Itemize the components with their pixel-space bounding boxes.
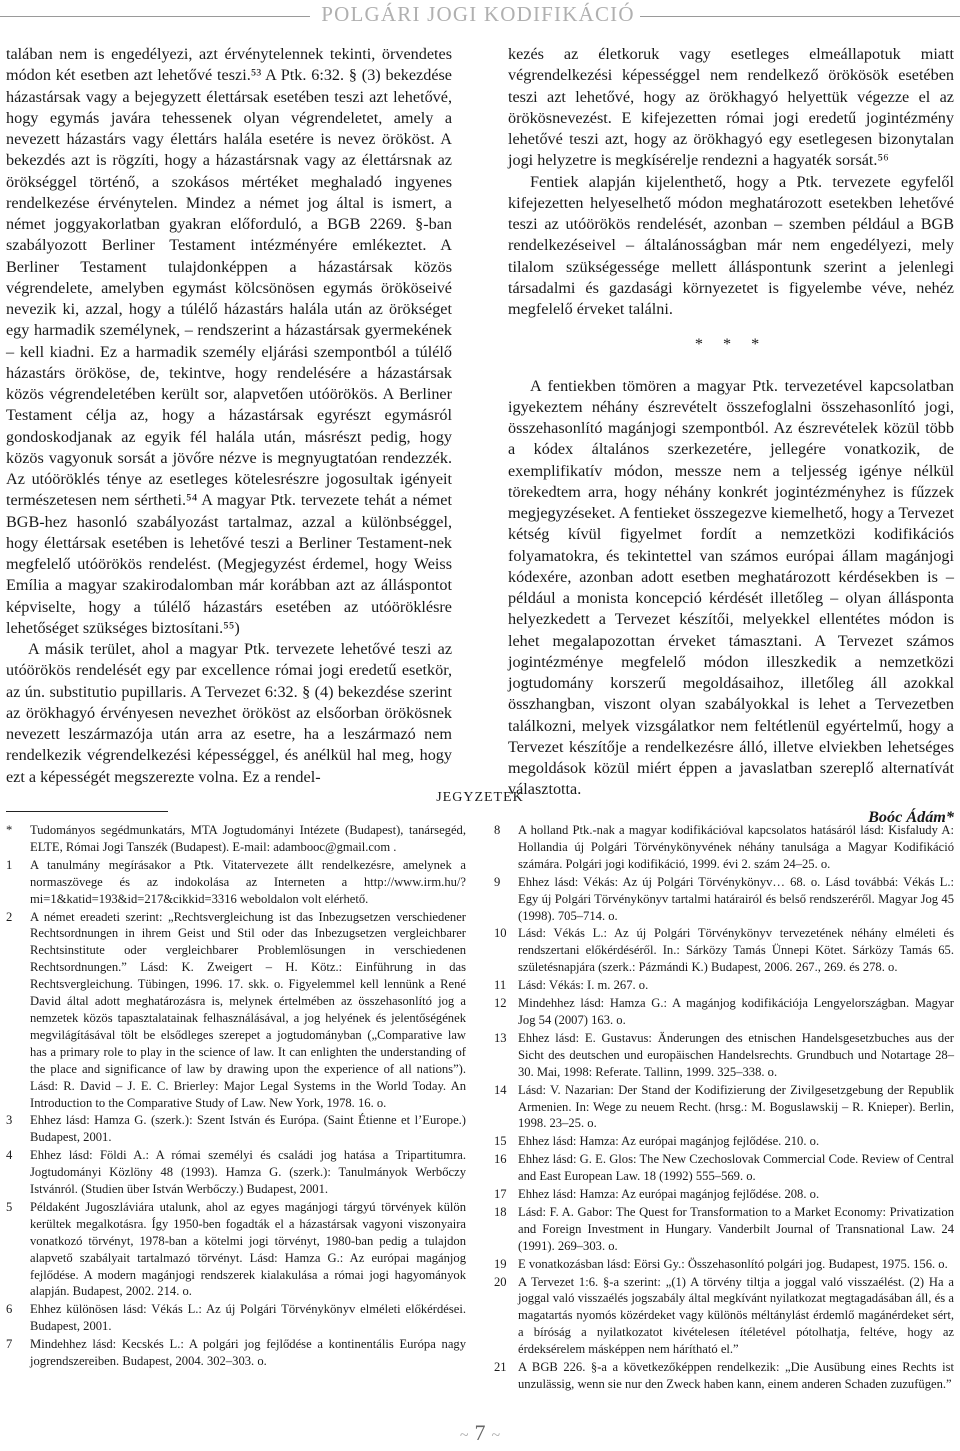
footnote [494,977,954,994]
footnote-number: 4 [6,1148,13,1163]
footnote [6,857,466,908]
footnote-number: 9 [494,874,501,889]
footnote [6,1199,466,1300]
footnote-number: 2 [6,909,13,924]
footnote [494,1359,954,1393]
footnote-text: A német ereadeti szerint: „Rechtsvergleichung ist das Inbezugsetzen verschiedener Rechtsordnungen in ihrem Geist und Stil oder das Inbezugsetzen vergleichbarer Rechtsinstitute oder vergleichbarer Problemlösungen in verschiedenen Rechtsordnungen.” Lásd: K. Zweigert – H. Kötz.: Einführung in das Rechtsvergleichung. Tübingen, 1996. 17. skk. o. Figyelemmel kell lennünk a René David által adott meghatározásra is, melynek értelmében az összehasonlító jog a nemzetek közös tapasztalatainak felhasználásával, a jog helyének és jelentőségének megvilágításával tölt be elsődleges szerepet a jogtudományban („Comparative law has a primary role to play in the science of law. It can enlighten the understanding of the place and significance of law by drawing upon the experience of all nations”). Lásd: R. David – J. E. C. Brierley: Major Legal Systems in the World Today. An Introduction to the Comparative Study of Law. New York, 1978. 16. o. [30,909,466,1110]
header-rule-right [640,16,960,17]
paragraph: A másik terület, ahol a magyar Ptk. tervezete lehetővé teszi az utóörökös rendelését egy par excellence római jogi eredetű esetkör, az ún. substitutio pupillaris. A Tervezet 6:32. § (4) bekezdése szerint az örökhagyó érvényesen nevezhet örököst az elsőorban örökösnek nevezett leszármazója után arra az esetre, ha a leszármazó nem rendelkezik végrendelkezési képességgel, és anélkül hal meg, hogy ezt a képességét megszerezte volna. Ez a rendel- [6,640,452,786]
footnote [6,1301,466,1335]
footnote [494,1204,954,1255]
footnote [494,822,954,873]
footnote-number: 5 [6,1199,13,1214]
footnote-text: Ehhez lásd: Hamza: Az európai magánjog fejlődése. 210. o. [518,1134,820,1149]
footnote-text: Lásd: F. A. Gabor: The Quest for Transformation to a Market Economy: Privatization and Foreign Investment in Hungary. Vanderbilt Journal of Transnational Law. 24 (1991). 269–303. o. [518,1204,954,1253]
body-column-left [6,44,452,788]
footnote-text: Mindehhez lásd: Kecskés L.: A polgári jog fejlődése a kontinentális Európa nagy jogrendszereiben. Budapest, 2004. 302–303. o. [30,1337,466,1369]
footnote-number: 1 [6,857,13,872]
footnote-text: Lásd: Vékás L.: Az új Polgári Törvénykönyv tervezetének néhány elméleti és rendszertani előkérdéséről. In.: Sárközy Tamás Ünnepi Kötet. Sárközy Tamás 65. születésnapjára (szerk.: Pázmándi K.) Budapest, 2006. 267., 269. és 278. o. [518,926,954,975]
footnote [494,925,954,976]
footnote-text: E vonatkozásban lásd: Eörsi Gy.: Összehasonlító polgári jog. Budapest, 1975. 156. o. [518,1256,948,1271]
footnote [494,1256,954,1273]
footnote-text: Ehhez lásd: Hamza G. (szerk.): Szent István és Európa. (Saint Étienne et l’Europe.) Budapest, 2001. [30,1113,466,1145]
footnote-number: 20 [494,1274,507,1289]
footnote-text: Ehhez lásd: G. E. Glos: The New Czechoslovak Commercial Code. Review of Central and East European Law. 18 (1992) 555–569. o. [518,1152,954,1184]
footnote-number: 18 [494,1204,507,1219]
footnotes-right [494,822,954,1394]
footnotes-left [6,822,466,1371]
footnote [6,1336,466,1370]
footnote-number: 17 [494,1187,507,1202]
footnote-number: 13 [494,1030,507,1045]
paragraph: kezés az életkoruk vagy esetleges elmeállapotuk miatt végrendelkezési képességgel nem rendelkező örökösök esetében teszi azt lehetővé, hogy az örökhagyó helyettük végezze el az örökösnevezést. E kifejezetten római jogi eredetű jogintézmény lehetővé teszi azt, hogy az örökhagyó egy esetlegesen bizonytalan jogi helyzetre is megkísérelje rendezni a hagyaték sorsát.⁵⁶ [508,45,954,170]
footnote-number: 21 [494,1360,507,1375]
footnote [6,1147,466,1198]
paragraph: A fentiekben tömören a magyar Ptk. tervezetével kapcsolatban igyekeztem néhány észrevételt összefoglalni összehasonlító jogi, összehasonlító magánjogi szempontból. Az észrevételek közül több a kódex általános szerkezetére, jellegére vonatkozik, de exemplifikatív módon, messze nem a teljesség igénye nélkül törekedtem arra, hogy néhány konkrét jogintézményhez is fűzzek megjegyzéseket. A fentieket összegezve kiemelhető, hogy a Tervezet kétség kívül figyelmet fordít a nemzetközi kodifikációs folyamatokra, és tekintettel van számos európai állam magánjogi kódexére, azonban adott esetben meghatározott kérdésekben is – például a monista koncepció kérdését illetőleg – olyan állásponta helyezkedett a Tervezet készítői, melyekkel ellentétes módon is lehet megalapozottan érveket támasztani. A Tervezet számos jogintézménye megfelelő módon illeszkedik a nemzetközi jogtudomány korszerű megoldásaihoz, illetőleg áll azokkal összhangban, viszont olyan szabályokkal is lehet a Tervezetben találkozni, melyek vizsgálatkor nem feltétlenül egyértelmű, hogy a Tervezet készítője a rendelkezésre álló, illetve elviekben lehetséges megoldások közül miért éppen a javaslatban szereplő alternatívát választotta. [508,376,954,799]
paragraph: talában nem is engedélyezi, azt érvénytelennek tekinti, örvendetes módon két esetben azt lehetővé teszi.⁵³ A Ptk. 6:32. § (3) bekezdése házastársak vagy a bejegyzett élettársak esetében teszi azt lehetővé, hogy egymás javára tehessenek olyan végrendeletet, amely a nevezett házastárs vagy élettárs halála esetére is nevez örököst. A bekezdés azt is rögzíti, hogy a házastársnak vagy az élettársnak az örökséggel történő, a szokásos mértéket meghaladó ingyenes rendelkezése érvénytelen. Mindez a német jog által is ismert, a német joggyakorlatban gyakran előforduló, a BGB 2269. §-ban szabályozott Berliner Testament intézményére emlékeztet. A Berliner Testament tulajdonképpen a házastársak közös végrendelete, amelyben egymást kölcsönösen egymás örököseivé nevezik ki, azzal, hogy a túlélő házastárs halála után az örökséget egy harmadik személynek, – rendszerint a házastársak gyermekének – kell kiadni. Ez a harmadik személy eljárási szempontból a túlélő házastárs örököse, de, tekintve, hogy rendelésére a házastársak közös végrendeletében került sor, alapvetően utóörökös. A Berliner Testament célja az, hogy a házastársak egyrészt egymásról gondoskodjanak az egyik fél halála után, másrészt pedig, hogy közös vagyonuk sorsát a jövőre nézve is megnyugtatóan rendezzék. Az utóöröklés ténye az esetleges kötelesrészre jogosultak igényeit természetesen nem sértheti.⁵⁴ A magyar Ptk. tervezete tehát a német BGB-hez hasonló szabályozást tartalmaz, azzal a különbséggel, hogy élettársak esetében is lehetővé teszi a Berliner Testament-nek megfelelő utóörökös rendelést. (Megjegyzést érdemel, hogy Weiss Emília a magyar szakirodalomban már korábban azt az álláspontot képviselte, hogy a túlélő házastárs esetében az utóöröklésre lehetőséget szükséges biztosítani.⁵⁵) [6,45,452,637]
page-number: 7 [474,1420,486,1445]
header-rule-left [0,16,310,17]
footnote [494,1082,954,1133]
running-header [0,0,960,38]
footnote-number: 10 [494,926,507,941]
footnote-text: A Tervezet 1:6. §-a szerint: „(1) A törvény tiltja a joggal való visszaélést. (2) Ha a joggal való visszaélés jogszabály által megkívánt nyilatkozat megtagadásában áll, és a magatartás nyomós közérdeket vagy különös méltánylást érdemlő magánérdeket sért, a bíróság a nyilatkozatot kivételesen ítéletével pótolhatja, feltéve, hogy az érdeksérelem másképpen nem hárítható el.” [518,1274,954,1357]
footnote-number: 8 [494,823,501,837]
footnote-text: Mindehhez lásd: Hamza G.: A magánjog kodifikációja Lengyelországban. Magyar Jog 54 (2007) 163. o. [518,996,954,1027]
footnote-number: 14 [494,1082,507,1097]
footnote-number: 15 [494,1134,507,1149]
footnote-text: A BGB 226. §-a a következőképpen rendelkezik: „Die Ausübung eines Rechts ist unzulässig, wenn sie nur den Zweck haben kann, einem anderen Schaden zuzufügen.” [518,1360,954,1391]
footnote [494,995,954,1029]
footnote [494,1274,954,1359]
footnote [6,1112,466,1146]
footnote [6,909,466,1112]
ornament-left-icon: ~ [459,1427,469,1444]
footnote-number: 7 [6,1337,13,1352]
footnote-text: A tanulmány megírásakor a Ptk. Vitatervezete állt rendelkezésre, amelynek a normaszövege és az indokolása az Interneten a http://www.irm.hu/?mi=1&katid=193&id=217&cikkid=3316 weboldalon volt elérhető. [30,857,466,906]
page-folio [0,1420,960,1446]
footnote [494,1133,954,1150]
footnote-text: Ehhez lásd: E. Gustavus: Änderungen des etnischen Handelsgesetzbuches aus der Sicht des deutschen und europäischen Handelsrechts. Grundbuch und Notartage 28–30. Mai, 1998: Referate. Tallinn, 1999. 325–338. o. [518,1030,954,1079]
paragraph: Fentiek alapján kijelenthető, hogy a Ptk. tervezete egyfelől kifejezetten helyeselhető módon meghatározott esetekben lehetővé teszi az utóörökös rendelését, azonban – szemben például a BGB rendelkezéseivel – általánosságban már nem engedélyezi, mely tilalom szükségessége mellett álláspontunk szerint a jelenlegi társadalmi és gazdasági környezetet is figyelembe véve, nehéz megfelelő érveket találni. [508,172,954,318]
footnote [494,1151,954,1185]
footnote-number: * [6,823,13,837]
footnote-number: 16 [494,1152,507,1167]
footnote-text: Lásd: Vékás: I. m. 267. o. [518,978,649,993]
body-column-right [508,44,954,828]
footnote-text: Ehhez lásd: Földi A.: A római személyi és családi jog hatása a Tripartitumra. Jogtudományi Közlöny 48 (1993). Hamza G. (szerk.): Tanulmányok Werbőczy Istvánról. (Studien über István Werbőczy.) Budapest, 2001. [30,1148,466,1197]
footnote-text: Ehhez lásd: Hamza: Az európai magánjog fejlődése. 208. o. [518,1187,820,1202]
footnote-number: 12 [494,996,507,1011]
footnote [6,822,466,856]
footnote-text: Ehhez különösen lásd: Vékás L.: Az új Polgári Törvénykönyv elméleti előkérdései. Budapest, 2001. [30,1302,466,1334]
footnote-number: 11 [494,978,507,993]
footnote-text: Példaként Jugoszláviára utalunk, ahol az egyes magánjogi tárgyú törvények külön kerültek megalkotásra. Így 1950-ben fogadták el a házastársak vagyoni viszonyaira vonatkozó törvényt, 1978-ban a kötelmi jogi törvényt, 1980-ban pedig a tulajdon alapvető szabályait tartalmazó törvényt. Lásd: Hamza G.: Az európai magánjog fejlődése. A modern magánjogi rendszerek kialakulása a római jogi hagyományok alapján. Budapest, 2002. 214. o. [30,1199,466,1299]
footnote-text: Ehhez lásd: Vékás: Az új Polgári Törvénykönyv… 68. o. Lásd továbbá: Vékás L.: Egy új Polgári Törvénykönyv tartalmi határairól és belső rendszeréről. Magyar Jog 45 (1998). 705–714. o. [518,874,954,923]
footnote-text: Lásd: V. Nazarian: Der Stand der Kodifizierung der Zivilgesetzgebung der Republik Armenien. In: Wege zu neuem Recht. (hrsg.: M. Boguslawskij – R. Knieper). Berlin, 1998. 23–25. o. [518,1082,954,1131]
author-signature: Boóc Ádám* [868,807,954,826]
footnote [494,1030,954,1081]
footnote-number: 6 [6,1302,13,1317]
footnote-number: 3 [6,1113,13,1128]
footnote-text: A holland Ptk.-nak a magyar kodifikációval kapcsolatos hatásáról lásd: Kisfaludy A: Hollandia új Polgári Törvénykönyvének néhány tanulsága a Magyar Kodifikáció számára. Polgári jogi kodifikáció, 1999. évi 2. szám 24–25. o. [518,823,954,871]
footnote [494,1186,954,1203]
footnote-number: 19 [494,1256,507,1271]
footnote [494,874,954,925]
ornament-right-icon: ~ [491,1427,501,1444]
journal-title: POLGÁRI JOGI KODIFIKÁCIÓ [321,2,635,26]
notes-heading: JEGYZETEK [436,790,524,805]
footnote-text: Tudományos segédmunkatárs, MTA Jogtudományi Intézete (Budapest), tanársegéd, ELTE, Római Jogi Tanszék (Budapest). E-mail: adambooc@gmail.com . [30,823,466,854]
section-divider: * * * [694,335,768,354]
footnote-rule [6,811,168,812]
